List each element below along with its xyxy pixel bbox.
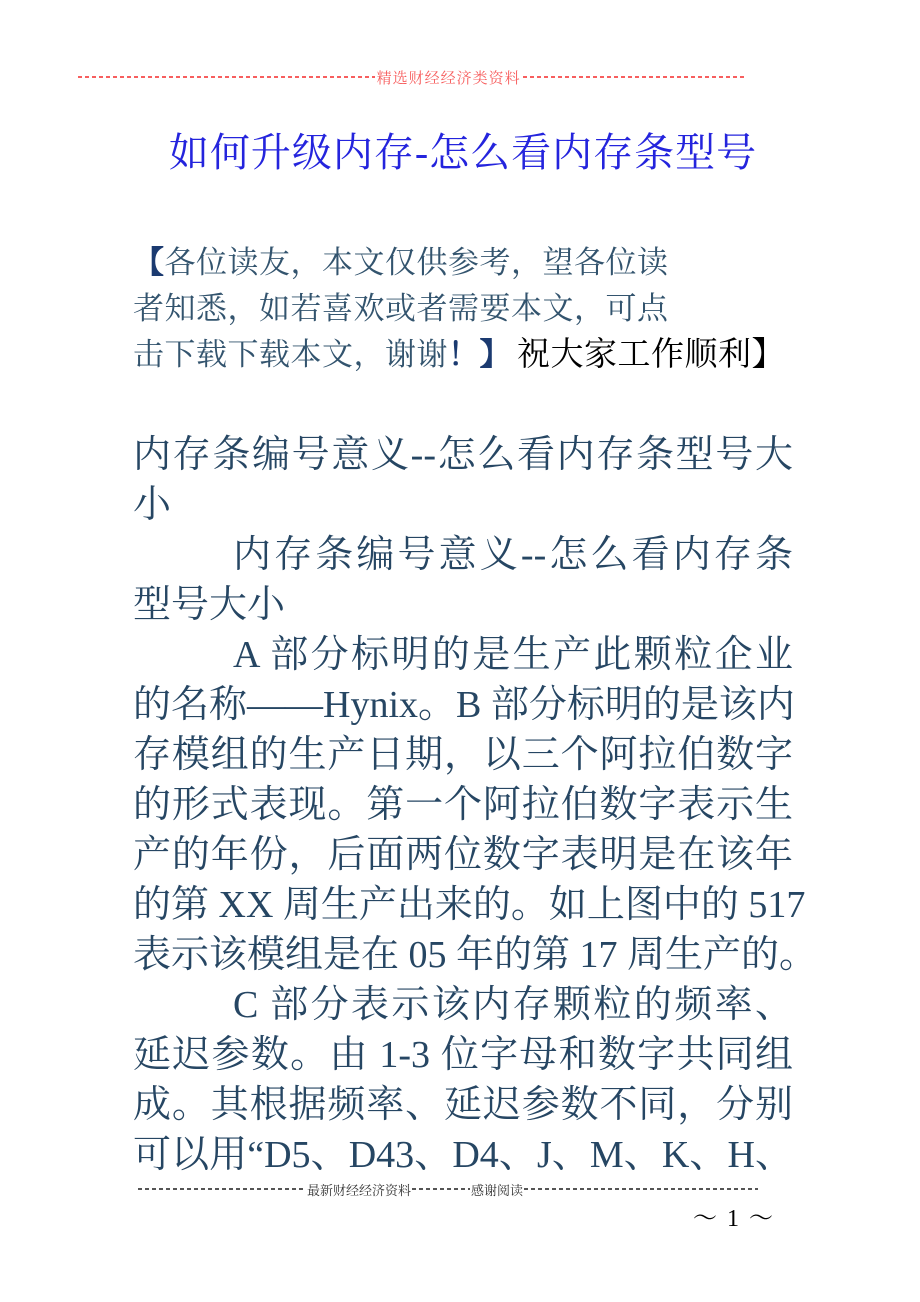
footer-label-right: 感谢阅读 xyxy=(471,1182,524,1198)
body-line: 延迟参数。由 1-3 位字母和数字共同组 xyxy=(133,1034,793,1076)
header-dash-right xyxy=(523,76,745,78)
footer-dash-left xyxy=(138,1188,306,1190)
page-number: ～ 1 ～ xyxy=(693,1206,775,1232)
body-line: 成。其根据频率、延迟参数不同，分别 xyxy=(133,1084,793,1126)
intro-line-text: 者知悉，如若喜欢或者需要本文，可点 xyxy=(133,291,669,326)
body-line: 内存条编号意义--怎么看内存条 xyxy=(233,534,793,576)
body-line: 的第 XX 周生产出来的。如上图中的 517 xyxy=(133,884,806,926)
intro-close-bracket: ！】 xyxy=(448,337,511,372)
intro-line xyxy=(133,286,813,332)
intro-line-text: 各位读友，本文仅供参考，望各位读 xyxy=(164,245,669,280)
header-label: 精选财经经济类资料 xyxy=(376,70,521,87)
intro-line-text: 击下载下载本文，谢谢 xyxy=(133,337,448,372)
body-line: 可以用“D5、D43、D4、J、M、K、H、 xyxy=(133,1134,793,1176)
document-title: 如何升级内存-怎么看内存条型号 xyxy=(168,130,758,175)
intro-open-bracket: 【 xyxy=(133,245,165,280)
header-rule xyxy=(78,66,745,88)
body-line: 的形式表现。第一个阿拉伯数字表示生 xyxy=(133,784,793,826)
body-text xyxy=(133,430,818,1180)
body-line: 产的年份，后面两位数字表明是在该年 xyxy=(133,834,793,876)
intro-line xyxy=(133,332,813,378)
header-dash-left xyxy=(78,76,375,78)
intro-paragraph xyxy=(133,240,813,378)
body-line: 存模组的生产日期，以三个阿拉伯数字 xyxy=(133,734,793,776)
intro-line xyxy=(133,240,813,286)
footer-dash-middle xyxy=(412,1188,470,1190)
body-line: 型号大小 xyxy=(133,584,286,626)
footer-label-left: 最新财经经济资料 xyxy=(307,1182,412,1198)
footer-rule xyxy=(138,1180,758,1198)
body-line: 小 xyxy=(133,484,172,526)
body-line: A 部分标明的是生产此颗粒企业 xyxy=(233,634,793,676)
footer-dash-right xyxy=(524,1188,758,1190)
body-line: 内存条编号意义--怎么看内存条型号大 xyxy=(133,434,793,476)
intro-wish-text: 祝大家工作顺利】 xyxy=(517,337,785,373)
body-line: C 部分表示该内存颗粒的频率、 xyxy=(233,984,793,1026)
body-line: 的名称——Hynix。B 部分标明的是该内 xyxy=(133,684,795,726)
body-line: 表示该模组是在 05 年的第 17 周生产的。 xyxy=(133,934,818,976)
